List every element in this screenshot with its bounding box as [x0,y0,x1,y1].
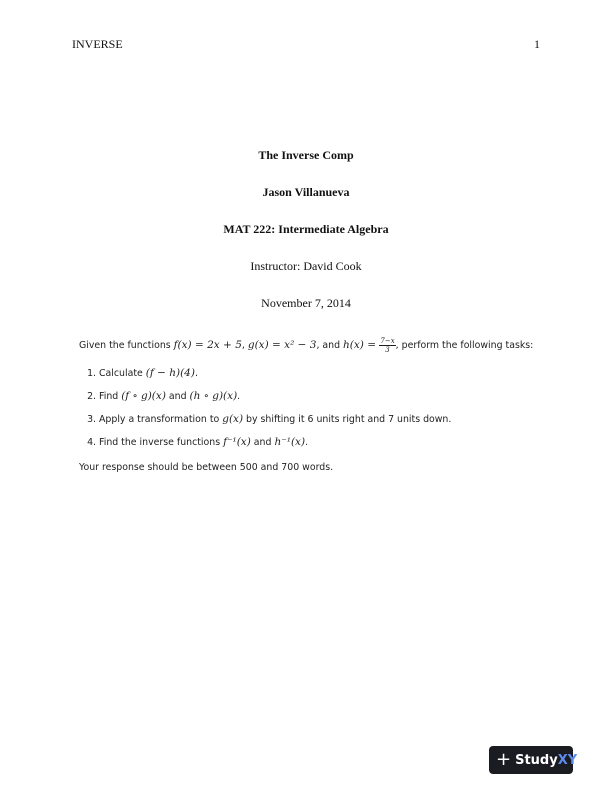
word-limit: Your response should be between 500 and 700 words. [79,462,334,473]
instructor-name: Instructor: David Cook [250,259,362,273]
h-definition-lhs: h(x) = [343,339,380,351]
task-item: 2. Find (f ∘ g)(x) and (h ∘ g)(x). [99,385,539,408]
h-denominator: 3 [385,346,390,354]
task-item: 1. Calculate (f − h)(4). [99,362,539,385]
comma-separator: , [241,340,248,351]
page-number: 1 [534,37,540,51]
brand-prefix: Study [515,752,558,768]
task-list [79,362,539,454]
intro-prefix: Given the functions [79,340,174,351]
plus-icon: + [496,749,512,770]
submission-date: November 7, 2014 [261,296,351,310]
g-definition: g(x) = x² − 3 [247,339,317,351]
task-item: 3. Apply a transformation to g(x) by shifting it 6 units right and 7 units down. [99,408,539,431]
title-block [0,148,612,333]
task-intro [79,335,539,356]
running-head: INVERSE [72,37,123,51]
h-fraction [379,337,395,354]
course-name: MAT 222: Intermediate Algebra [223,222,389,236]
studyxy-watermark[interactable] [489,746,578,774]
intro-suffix: , perform the following tasks: [395,340,534,351]
paper-title: The Inverse Comp [258,148,354,162]
and-text: , and [316,340,344,351]
author-name: Jason Villanueva [262,185,350,199]
f-definition: f(x) = 2x + 5 [173,339,242,351]
assignment-prompt [79,335,539,482]
h-numerator: 7−x [380,337,395,345]
task-item: 4. Find the inverse functions f⁻¹(x) and h⁻¹(x). [99,431,539,454]
brand-suffix: XY [557,752,578,768]
